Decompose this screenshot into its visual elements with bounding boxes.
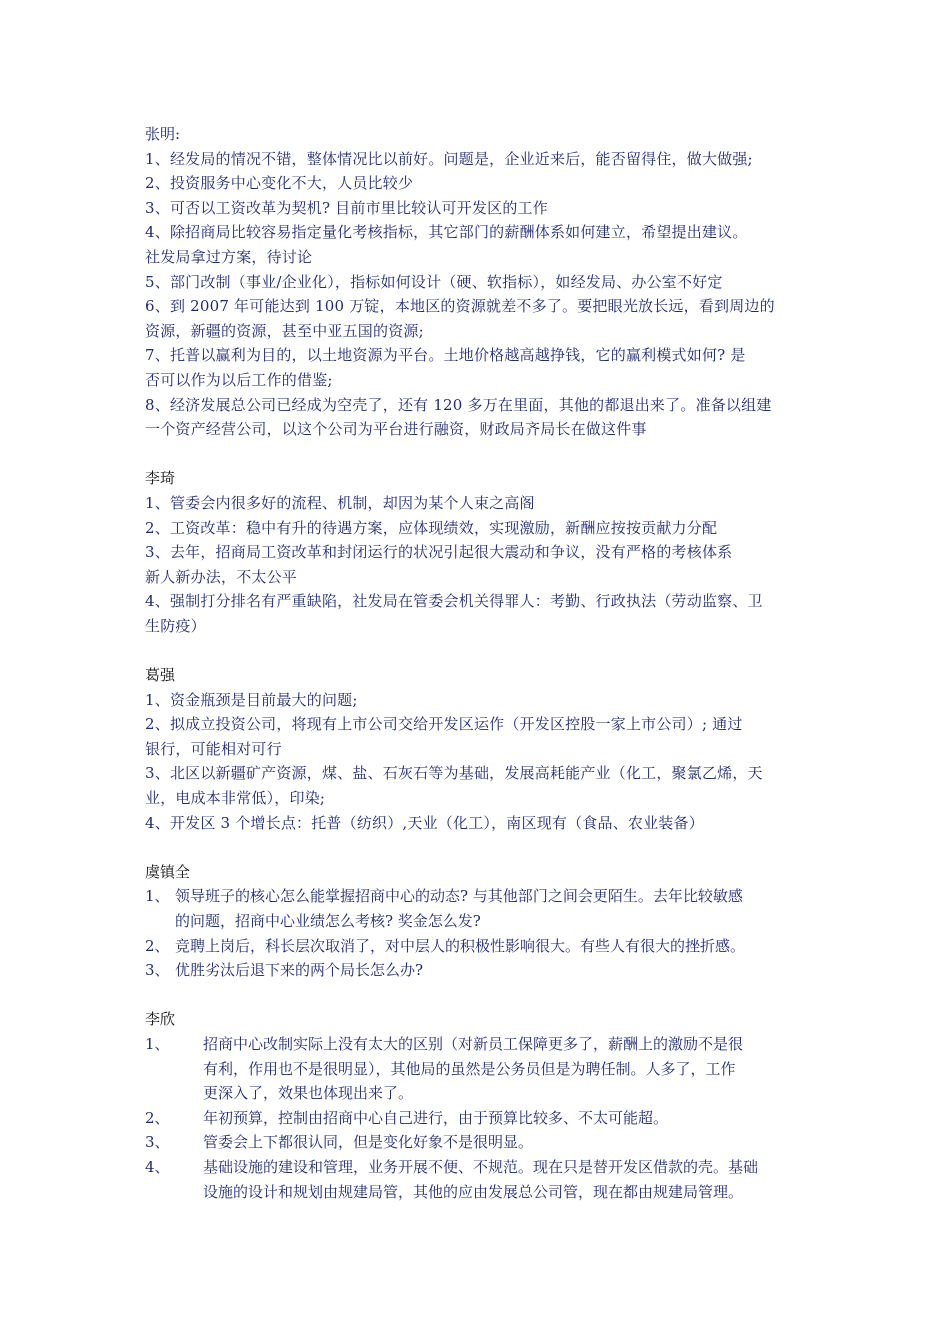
speaker-name: 葛强: [145, 666, 176, 685]
speaker-name: 张明:: [145, 125, 181, 143]
paragraph-line: 银行，可能相对可行: [145, 739, 282, 758]
list-item: [145, 1106, 813, 1131]
document-page: [145, 122, 813, 1204]
paragraph-line: 生防疫）: [145, 616, 206, 635]
paragraph-line: 6、到 2007 年可能达到 100 万锭，本地区的资源就差不多了。要把眼光放长远，看到周边的: [145, 297, 775, 316]
list-item-number: 4、: [145, 1157, 170, 1176]
list-item-text: 领导班子的核心怎么能掌握招商中心的动态? 与其他部门之间会更陌生。去年比较敏感: [175, 887, 743, 906]
list-item-text: 管委会上下都很认同，但是变化好象不是很明显。: [203, 1133, 534, 1152]
paragraph-line: 1、资金瓶颈是目前最大的问题;: [145, 690, 358, 709]
list-item-number: [145, 1057, 203, 1082]
section-spacer: [145, 638, 813, 663]
list-item: [145, 909, 813, 934]
list-item-number: [145, 1081, 203, 1106]
paragraph-line: 业，电成本非常低），印染;: [145, 789, 326, 808]
paragraph-line: 2、拟成立投资公司，将现有上市公司交给开发区运作（开发区控股一家上市公司）; 通过: [145, 715, 743, 734]
paragraph-line: 4、开发区 3 个增长点：托普（纺织）,天业（化工），南区现有（食品、农业装备）: [145, 813, 704, 832]
list-item: [145, 1032, 813, 1057]
paragraph-line: 否可以作为以后工作的借鉴;: [145, 370, 333, 389]
list-item-text: 有利，作用也不是很明显），其他局的虽然是公务员但是为聘任制。人多了，工作: [203, 1059, 736, 1078]
list-item-number: 1、: [145, 887, 170, 906]
list-item-number: 3、: [145, 1133, 170, 1152]
list-item-text: 基础设施的建设和管理，业务开展不便、不规范。现在只是替开发区借款的壳。基础: [203, 1157, 759, 1176]
paragraph-line: 4、强制打分排名有严重缺陷，社发局在管委会机关得罪人：考勤、行政执法（劳动监察、卫: [145, 592, 763, 611]
list-item-number: 2、: [145, 1108, 170, 1127]
list-item-number: 1、: [145, 1034, 170, 1053]
paragraph-line: 7、托普以赢利为目的，以土地资源为平台。土地价格越高越挣钱，它的赢利模式如何? 是: [145, 346, 746, 365]
list-item: [145, 934, 813, 959]
list-item: [145, 884, 813, 909]
section-spacer: [145, 442, 813, 467]
paragraph-line: 4、除招商局比较容易指定量化考核指标，其它部门的薪酬体系如何建立，希望提出建议。: [145, 223, 748, 242]
speaker-name: 李琦: [145, 469, 176, 488]
section-spacer: [145, 835, 813, 860]
list-item: [145, 1057, 813, 1082]
section-spacer: [145, 983, 813, 1008]
list-item: [145, 1155, 813, 1180]
list-item-number: [145, 909, 175, 934]
paragraph-line: 资源，新疆的资源，甚至中亚五国的资源;: [145, 321, 424, 340]
paragraph-line: 社发局拿过方案，待讨论: [145, 247, 313, 266]
speaker-name: 虞镇全: [145, 862, 191, 881]
paragraph-line: 1、管委会内很多好的流程、机制，却因为某个人束之高阁: [145, 493, 535, 512]
list-item-text: 更深入了，效果也体现出来了。: [203, 1084, 414, 1103]
list-item-number: 3、: [145, 961, 170, 980]
list-item-text: 优胜劣汰后退下来的两个局长怎么办?: [175, 961, 424, 980]
list-item-text: 设施的设计和规划由规建局管，其他的应由发展总公司管，现在都由规建局管理。: [203, 1182, 744, 1201]
paragraph-line: 8、经济发展总公司已经成为空壳了，还有 120 多万在里面，其他的都退出来了。准备以组建: [145, 395, 772, 414]
list-item-number: [145, 1180, 203, 1205]
paragraph-line: 3、北区以新疆矿产资源，煤、盐、石灰石等为基础，发展高耗能产业（化工，聚氯乙烯，天: [145, 764, 763, 783]
list-item-number: 2、: [145, 936, 170, 955]
paragraph-line: 2、投资服务中心变化不大，人员比较少: [145, 174, 414, 193]
list-item: [145, 1130, 813, 1155]
speaker-name: 李欣: [145, 1010, 176, 1029]
list-item-text: 招商中心改制实际上没有太大的区别（对新员工保障更多了，薪酬上的激励不是很: [203, 1034, 744, 1053]
paragraph-line: 3、去年，招商局工资改革和封闭运行的状况引起很大震动和争议，没有严格的考核体系: [145, 543, 733, 562]
paragraph-line: 新人新办法，不太公平: [145, 567, 298, 586]
list-item: [145, 1180, 813, 1205]
paragraph-line: 3、可否以工资改革为契机? 目前市里比较认可开发区的工作: [145, 198, 548, 217]
paragraph-line: 1、经发局的情况不错，整体情况比以前好。问题是，企业近来后，能否留得住，做大做强;: [145, 149, 753, 168]
list-item: [145, 1081, 813, 1106]
paragraph-line: 一个资产经营公司，以这个公司为平台进行融资，财政局齐局长在做这件事: [145, 420, 647, 439]
list-item-text: 年初预算，控制由招商中心自己进行，由于预算比较多、不太可能超。: [203, 1108, 669, 1127]
list-item: [145, 958, 813, 983]
list-item-text: 竞聘上岗后，科长层次取消了，对中层人的积极性影响很大。有些人有很大的挫折感。: [175, 936, 746, 955]
paragraph-line: 5、部门改制（事业/企业化），指标如何设计（硬、软指标），如经发局、办公室不好定: [145, 272, 723, 291]
list-item-text: 的问题，招商中心业绩怎么考核? 奖金怎么发?: [175, 912, 481, 930]
paragraph-line: 2、工资改革：稳中有升的待遇方案，应体现绩效，实现激励，新酬应按按贡献力分配: [145, 518, 718, 537]
